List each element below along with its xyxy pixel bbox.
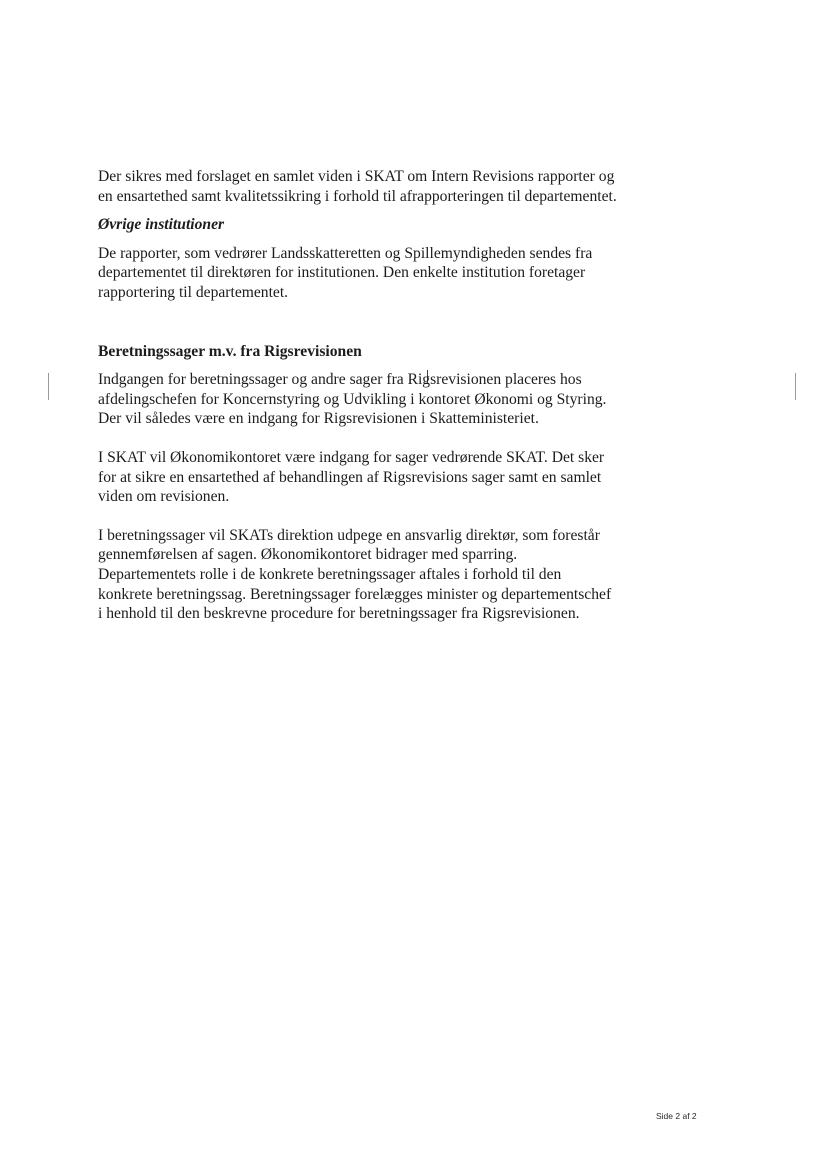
paragraph-entry: Indgangen for beretningssager og andre sager fra Rigsrevisionen placeres hos afdelingschefen for Koncernstyring og Udvikling i kontoret Økonomi og Styring. Der vil således være en indgang for Rigsrevisionen i Skatteministeriet. xyxy=(98,371,607,428)
subheading-other-institutions: Øvrige institutioner xyxy=(98,216,225,234)
scan-mark-right xyxy=(795,373,796,400)
heading-rigsrevisionen: Beretningssager m.v. fra Rigsrevisionen xyxy=(98,342,362,360)
page-number: Side 2 af 2 xyxy=(656,1111,697,1121)
scan-mark-left xyxy=(48,373,49,400)
paragraph-institutions: De rapporter, som vedrører Landsskatteretten og Spillemyndigheden sendes fra departementet til direktøren for institutionen. Den enkelte institution foretager rapportering til departementet. xyxy=(98,244,593,301)
paragraph-procedure: I beretningssager vil SKATs direktion udpege en ansvarlig direktør, som forestår gennemførelsen af sagen. Økonomikontoret bidrager med sparring. Departementets rolle i de konkrete beretningssager aftales i forhold til den konkrete beretningssag. Beretningssager forelægges minister og departementschef i henhold til den beskrevne procedure for beretningssager fra Rigsrevisionen. xyxy=(98,526,612,623)
paragraph-intro: Der sikres med forslaget en samlet viden i SKAT om Intern Revisions rapporter og en ensartethed samt kvalitetssikring i forhold til afrapporteringen til departementet. xyxy=(98,168,617,205)
document-body xyxy=(98,167,618,643)
paragraph-skat: I SKAT vil Økonomikontoret være indgang for sager vedrørende SKAT. Det sker for at sikre en ensartethed af behandlingen af Rigsrevisions sager samt en samlet viden om revisionen. xyxy=(98,448,605,506)
